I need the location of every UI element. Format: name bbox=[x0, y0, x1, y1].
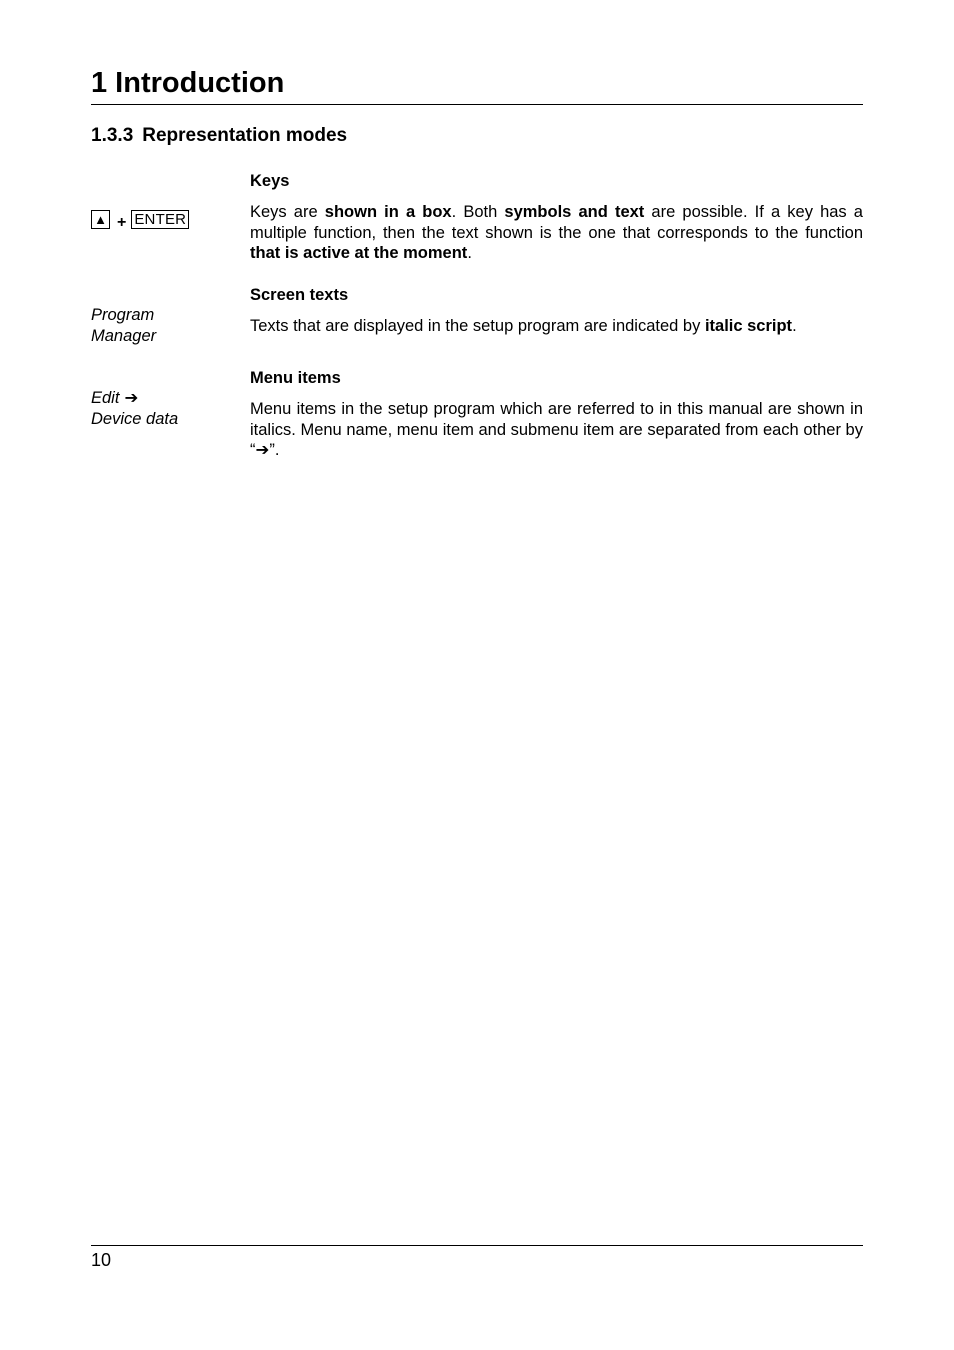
menu-arrow-glyph: ➔ bbox=[255, 441, 270, 460]
section-title-text: Representation modes bbox=[142, 125, 348, 146]
menu-items-example bbox=[91, 388, 236, 430]
menu-example-line-2: Device data bbox=[91, 410, 179, 428]
section-title bbox=[91, 124, 347, 148]
enter-key-box: ENTER bbox=[131, 210, 189, 229]
keys-bold-3: that is active at the moment bbox=[250, 244, 468, 263]
menu-example-line-1 bbox=[91, 388, 236, 409]
screen-text-2: . bbox=[792, 317, 797, 335]
keys-text-4: . bbox=[467, 244, 472, 263]
screen-bold-1: italic script bbox=[704, 317, 793, 335]
screen-example-line-1: Program bbox=[91, 306, 155, 324]
section-number: 1.3.3 bbox=[91, 125, 134, 146]
keys-bold-2: symbols and text bbox=[504, 203, 645, 221]
chapter-title: 1 Introduction bbox=[91, 67, 285, 99]
screen-texts-content bbox=[250, 285, 863, 337]
keys-text-2: . Both bbox=[451, 203, 505, 221]
up-key-icon bbox=[91, 210, 110, 229]
up-key-symbol: ▲ bbox=[94, 212, 107, 227]
menu-text-2: ”. bbox=[269, 441, 280, 460]
menu-items-heading: Menu items bbox=[250, 369, 341, 387]
keys-text-1: Keys are bbox=[250, 203, 325, 221]
menu-items-paragraph bbox=[250, 399, 863, 461]
keys-paragraph bbox=[250, 202, 863, 264]
keys-heading: Keys bbox=[250, 172, 290, 190]
plus-sign: + bbox=[117, 214, 127, 231]
menu-text-1: Menu items in the setup program which are referred to in this manual are shown in italics. Menu name, menu item and submenu item are separated from each other by “ bbox=[250, 400, 863, 460]
screen-texts-paragraph bbox=[250, 316, 863, 337]
header-rule bbox=[91, 104, 863, 105]
menu-items-content bbox=[250, 368, 863, 461]
arrow-right-icon: ➔ bbox=[124, 389, 139, 407]
menu-example-name: Edit bbox=[91, 389, 120, 407]
page-number: 10 bbox=[91, 1250, 112, 1270]
screen-texts-example bbox=[91, 305, 236, 347]
screen-example-line-2: Manager bbox=[91, 327, 157, 345]
keys-example bbox=[91, 209, 236, 230]
keys-text-3: are possible. If a key has a multiple function, then the text shown is the one that corresponds to the function bbox=[250, 203, 863, 242]
keys-bold-1: shown in a box bbox=[324, 203, 452, 221]
screen-texts-heading: Screen texts bbox=[250, 286, 349, 304]
screen-text-1: Texts that are displayed in the setup program are indicated by bbox=[250, 317, 705, 335]
keys-content bbox=[250, 171, 863, 264]
footer-rule bbox=[91, 1245, 863, 1246]
